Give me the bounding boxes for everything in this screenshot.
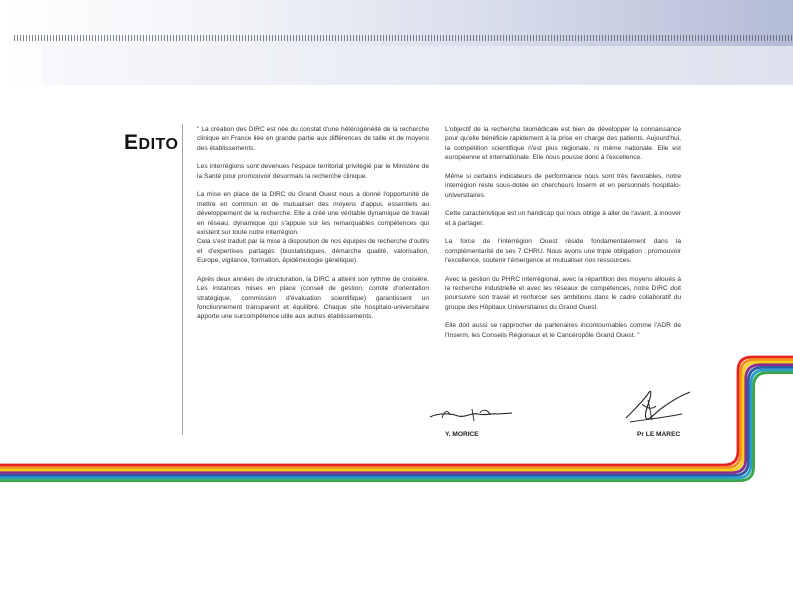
stripe-band [0,370,793,478]
stripe-band [0,367,793,475]
title-initial: E [124,131,139,154]
signatory-name: Pr LE MAREC [637,431,681,438]
paragraph: Après deux années de structuration, la DIRC a atteint son rythme de croisière. Les instances mises en place (conseil de gestion, comité d'orientation stratégique, commission d'évaluation scientifique) garantissent un fonctionnement transparent et équilibré. Chaque site hospitalo-universitaire apporte une surcompétence utile aux autres établissements. [197,275,429,321]
paragraph: Même si certains indicateurs de performance nous sont très favorables, notre interrégion reste sous-dotée en chercheurs Inserm et en personnels hospitalo-universitaires. [445,172,681,199]
paragraph: Les interrégions sont devenues l'espace territorial privilégié par le Ministère de la Santé pour promouvoir désormais la recherche clinique. [197,163,429,180]
title-rest: DITO [138,136,179,153]
paragraph: Avec la gestion du PHRC interrégional, avec la répartition des moyens alloués à la recherche industrielle et avec les réseaux de compétences, notre DIRC doit poursuivre son travail et renforcer ses ambitions dans le cadre collaboratif du groupe des Hôpitaux Universitaires du Grand Ouest. [445,275,681,311]
paragraph: " La création des DIRC est née du constat d'une hétérogénéité de la recherche clinique en France liée en grande partie aux différences de taille et de moyens des établissements. [197,126,429,152]
paragraph: Cela s'est traduit par la mise à disposition de nos équipes de recherche d'outils et d'expertises partagés (biostatistiques, démarche qualité, valorisation, Europe, vigilance, formation, épidémiologie génétique). [197,238,429,265]
signatory-name: Y. MORICE [445,431,479,438]
paragraph: La force de l'interrégion Ouest réside fondamentalement dans la complémentarité de ses 7 CHRU. Nous avons une triple obligation : promouvoir l'excellence, soutenir l'émergence et mutualiser nos ressources. [445,238,681,265]
stripe-band [0,360,793,468]
paragraph: Cette caractéristique est un handicap qui nous oblige à aller de l'avant, à innover et à partager. [445,210,681,227]
paragraph: Elle doit aussi se rapprocher de partenaires incontournables comme l'ADR de l'Inserm, les Conseils Régionaux et le Cancéropôle Grand Ouest. " [445,322,681,339]
paragraph: L'objectif de la recherche biomédicale est bien de développer la connaissance pour qu'elle bénéficie rapidement à la prise en charge des patients. Aujourd'hui, la compétition scientifique n'est plus régionale, ni même nationale. Elle est européenne et internationale. Elle nous pousse donc à l'excellence. [445,126,681,162]
stripe-band [0,365,793,473]
paragraph: La mise en place de la DIRC du Grand Ouest nous a donné l'opportunité de mettre en commun et de mutualiser des moyens d'appui, essentiels au développement de la recherche. Elle a créé une véritable dynamique de travail en réseau, dynamique qui s'appuie sur les remarquables compétences qui existent sur toute notre interrégion. [197,191,429,237]
stripe-band [0,362,793,470]
stripe-band [0,357,793,465]
